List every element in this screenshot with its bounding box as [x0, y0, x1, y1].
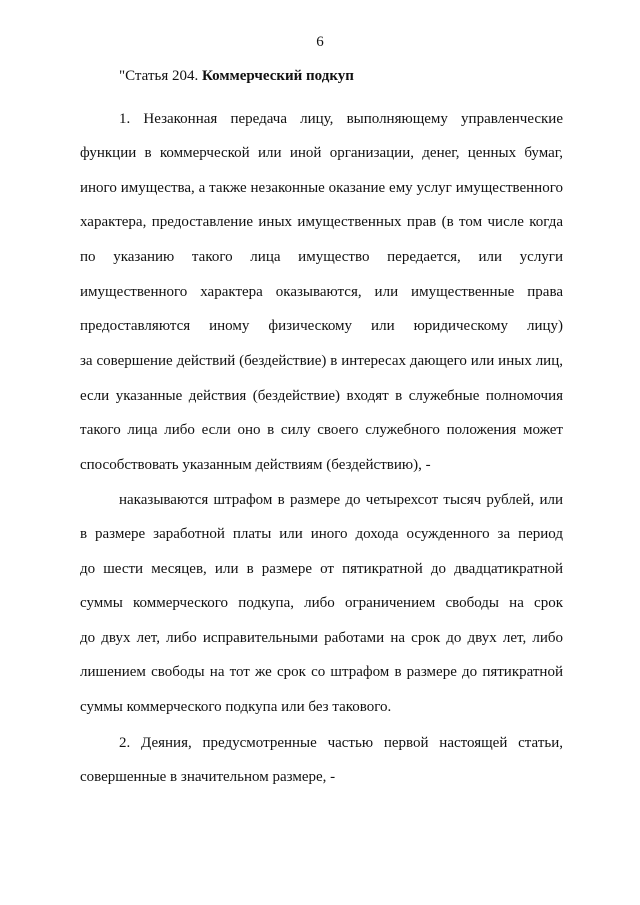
paragraph-2-line-2: в размере заработной платы или иного дохода осужденного за период: [80, 526, 563, 542]
paragraph-2-line-6: лишением свободы на тот же срок со штрафом в размере до пятикратной: [80, 664, 563, 680]
paragraph-1-line-2: функции в коммерческой или иной организации, денег, ценных бумаг,: [80, 145, 563, 161]
paragraph-3-line-2: совершенные в значительном размере, -: [80, 769, 336, 785]
paragraph-1-line-8: за совершение действий (бездействие) в интересах дающего или иных лиц,: [80, 353, 563, 369]
paragraph-1-line-6: имущественного характера оказываются, или имущественные права: [80, 284, 563, 300]
article-title: Коммерческий подкуп: [201, 68, 354, 84]
paragraph-1-line-9: если указанные действия (бездействие) входят в служебные полномочия: [80, 388, 563, 404]
article-number: "Статья 204.: [119, 68, 199, 84]
paragraph-1-line-1: 1. Незаконная передача лицу, выполняющему управленческие: [119, 111, 563, 127]
paragraph-1-line-4: характера, предоставление иных имущественных прав (в том числе когда: [80, 214, 563, 230]
paragraph-3-line-1: 2. Деяния, предусмотренные частью первой настоящей статьи,: [119, 735, 563, 751]
paragraph-2-line-1: наказываются штрафом в размере до четырехсот тысяч рублей, или: [119, 492, 563, 508]
paragraph-1-line-7: предоставляются иному физическому или юридическому лицу): [80, 318, 563, 334]
paragraph-2-line-5: до двух лет, либо исправительными работами на срок до двух лет, либо: [80, 630, 563, 646]
page-number: 6: [316, 34, 324, 50]
paragraph-1-line-11: способствовать указанным действиям (бездействию), -: [80, 457, 431, 473]
paragraph-1-line-3: иного имущества, а также незаконные оказание ему услуг имущественного: [80, 180, 563, 196]
paragraph-1-line-5: по указанию такого лица имущество передается, или услуги: [80, 249, 563, 265]
paragraph-2-line-7: суммы коммерческого подкупа или без такового.: [80, 699, 392, 715]
article-heading: [119, 68, 354, 85]
paragraph-1-line-10: такого лица либо если оно в силу своего служебного положения может: [80, 422, 563, 438]
paragraph-2-line-3: до шести месяцев, или в размере от пятикратной до двадцатикратной: [80, 561, 563, 577]
paragraph-2-line-4: суммы коммерческого подкупа, либо ограничением свободы на срок: [80, 595, 563, 611]
